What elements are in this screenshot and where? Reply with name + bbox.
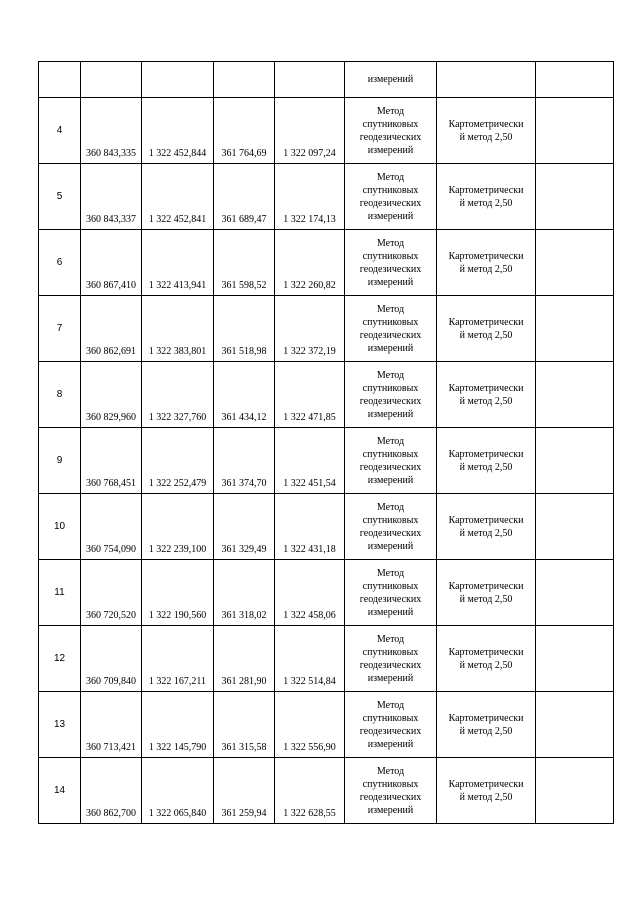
new-x-cell: 361 315,58 [214, 692, 275, 758]
new-y-cell: 1 322 471,85 [275, 362, 345, 428]
existing-x-cell: 360 713,421 [81, 692, 142, 758]
existing-y-cell: 1 322 452,841 [142, 164, 214, 230]
accuracy-cell [437, 362, 536, 428]
existing-y-cell: 1 322 145,790 [142, 692, 214, 758]
method-line: измерений [367, 540, 414, 552]
new-x-cell: 361 374,70 [214, 428, 275, 494]
note-cell [536, 164, 614, 230]
method-line: геодезических [359, 329, 422, 341]
method-line: геодезических [359, 725, 422, 737]
method-line: геодезических [359, 527, 422, 539]
method-line: Метод [376, 567, 405, 579]
accuracy-line: й метод 2,50 [459, 461, 513, 473]
accuracy-line: й метод 2,50 [459, 659, 513, 671]
accuracy-line: Картометрически [448, 514, 524, 526]
existing-x-cell: 360 754,090 [81, 494, 142, 560]
note-cell [536, 692, 614, 758]
table-row [39, 626, 614, 692]
method-cell [345, 296, 437, 362]
note-cell [536, 296, 614, 362]
accuracy-line: Картометрически [448, 646, 524, 658]
existing-x-cell: 360 709,840 [81, 626, 142, 692]
point-number-cell: 7 [39, 296, 81, 362]
method-line: измерений [367, 672, 414, 684]
point-number-cell: 9 [39, 428, 81, 494]
existing-y-cell: 1 322 383,801 [142, 296, 214, 362]
method-line: спутниковых [362, 382, 419, 394]
accuracy-line: й метод 2,50 [459, 131, 513, 143]
accuracy-line: Картометрически [448, 250, 524, 262]
point-number-cell: 6 [39, 230, 81, 296]
method-line: геодезических [359, 461, 422, 473]
accuracy-cell [437, 494, 536, 560]
accuracy-line: й метод 2,50 [459, 593, 513, 605]
method-line: Метод [376, 303, 405, 315]
method-line: Метод [376, 765, 405, 777]
existing-y-cell: 1 322 065,840 [142, 758, 214, 824]
method-line: геодезических [359, 131, 422, 143]
existing-x-cell: 360 862,700 [81, 758, 142, 824]
existing-y-cell: 1 322 327,760 [142, 362, 214, 428]
accuracy-line: й метод 2,50 [459, 725, 513, 737]
existing-y-cell: 1 322 239,100 [142, 494, 214, 560]
method-line: спутниковых [362, 514, 419, 526]
method-line: измерений [367, 408, 414, 420]
existing-y-cell: 1 322 252,479 [142, 428, 214, 494]
method-cell [345, 164, 437, 230]
method-cell [345, 692, 437, 758]
method-cell [345, 560, 437, 626]
table-row-continued [39, 62, 614, 98]
table-row [39, 560, 614, 626]
point-number-cell: 8 [39, 362, 81, 428]
method-line: геодезических [359, 791, 422, 803]
table-row [39, 758, 614, 824]
existing-y-cell: 1 322 190,560 [142, 560, 214, 626]
method-line: спутниковых [362, 448, 419, 460]
accuracy-cell [437, 560, 536, 626]
new-x-cell: 361 318,02 [214, 560, 275, 626]
existing-y-cell [142, 62, 214, 98]
existing-y-cell: 1 322 452,844 [142, 98, 214, 164]
method-line: геодезических [359, 197, 422, 209]
accuracy-line: Картометрически [448, 184, 524, 196]
method-line: измерений [367, 606, 414, 618]
accuracy-cell [437, 758, 536, 824]
method-cell [345, 98, 437, 164]
method-line: измерений [367, 804, 414, 816]
accuracy-line: й метод 2,50 [459, 329, 513, 341]
note-cell [536, 560, 614, 626]
method-line: измерений [367, 474, 414, 486]
accuracy-cell [437, 692, 536, 758]
method-line: измерений [367, 342, 414, 354]
method-cell [345, 494, 437, 560]
accuracy-line: й метод 2,50 [459, 263, 513, 275]
existing-y-cell: 1 322 167,211 [142, 626, 214, 692]
new-y-cell: 1 322 097,24 [275, 98, 345, 164]
existing-x-cell: 360 720,520 [81, 560, 142, 626]
new-y-cell: 1 322 458,06 [275, 560, 345, 626]
method-line: Метод [376, 501, 405, 513]
note-cell [536, 494, 614, 560]
new-y-cell: 1 322 556,90 [275, 692, 345, 758]
method-line: Метод [376, 237, 405, 249]
method-cell [345, 362, 437, 428]
method-line: Метод [376, 435, 405, 447]
new-y-cell [275, 62, 345, 98]
accuracy-line: Картометрически [448, 580, 524, 592]
table-body [39, 62, 614, 824]
point-number-cell: 14 [39, 758, 81, 824]
method-line: Метод [376, 699, 405, 711]
accuracy-line: й метод 2,50 [459, 791, 513, 803]
accuracy-cell [437, 62, 536, 98]
note-cell [536, 62, 614, 98]
existing-x-cell: 360 867,410 [81, 230, 142, 296]
existing-x-cell: 360 843,337 [81, 164, 142, 230]
new-x-cell: 361 518,98 [214, 296, 275, 362]
table-row [39, 296, 614, 362]
method-line: измерений [367, 144, 414, 156]
existing-x-cell [81, 62, 142, 98]
table-row [39, 692, 614, 758]
method-line: геодезических [359, 395, 422, 407]
method-line: спутниковых [362, 778, 419, 790]
method-line: Метод [376, 171, 405, 183]
note-cell [536, 362, 614, 428]
point-number-cell: 13 [39, 692, 81, 758]
new-x-cell [214, 62, 275, 98]
note-cell [536, 98, 614, 164]
table-row [39, 230, 614, 296]
method-line: геодезических [359, 659, 422, 671]
method-line: измерений [367, 738, 414, 750]
method-line: спутниковых [362, 580, 419, 592]
new-y-cell: 1 322 174,13 [275, 164, 345, 230]
point-number-cell: 11 [39, 560, 81, 626]
method-cell [345, 230, 437, 296]
new-x-cell: 361 764,69 [214, 98, 275, 164]
method-line: Метод [376, 633, 405, 645]
table-row [39, 428, 614, 494]
new-x-cell: 361 259,94 [214, 758, 275, 824]
method-cell [345, 626, 437, 692]
new-y-cell: 1 322 431,18 [275, 494, 345, 560]
accuracy-line: Картометрически [448, 712, 524, 724]
existing-x-cell: 360 768,451 [81, 428, 142, 494]
existing-y-cell: 1 322 413,941 [142, 230, 214, 296]
accuracy-line: Картометрически [448, 448, 524, 460]
method-cell: измерений [345, 62, 437, 98]
method-line: спутниковых [362, 712, 419, 724]
point-number-cell: 12 [39, 626, 81, 692]
new-y-cell: 1 322 514,84 [275, 626, 345, 692]
accuracy-line: Картометрически [448, 382, 524, 394]
table-row [39, 362, 614, 428]
accuracy-line: Картометрически [448, 118, 524, 130]
table-row [39, 164, 614, 230]
method-line: геодезических [359, 593, 422, 605]
new-y-cell: 1 322 260,82 [275, 230, 345, 296]
note-cell [536, 428, 614, 494]
method-line: Метод [376, 369, 405, 381]
accuracy-line: й метод 2,50 [459, 527, 513, 539]
accuracy-line: Картометрически [448, 778, 524, 790]
method-line: Метод [376, 105, 405, 117]
accuracy-cell [437, 164, 536, 230]
method-line: спутниковых [362, 316, 419, 328]
accuracy-cell [437, 98, 536, 164]
new-x-cell: 361 281,90 [214, 626, 275, 692]
accuracy-cell [437, 230, 536, 296]
method-line: измерений [367, 276, 414, 288]
point-number-cell: 10 [39, 494, 81, 560]
new-y-cell: 1 322 372,19 [275, 296, 345, 362]
method-cell [345, 428, 437, 494]
existing-x-cell: 360 862,691 [81, 296, 142, 362]
method-line: спутниковых [362, 646, 419, 658]
point-number-cell: 5 [39, 164, 81, 230]
table-row [39, 494, 614, 560]
method-line: геодезических [359, 263, 422, 275]
point-number-cell [39, 62, 81, 98]
new-x-cell: 361 329,49 [214, 494, 275, 560]
note-cell [536, 230, 614, 296]
coordinates-table [38, 61, 614, 824]
accuracy-cell [437, 296, 536, 362]
new-x-cell: 361 434,12 [214, 362, 275, 428]
note-cell [536, 626, 614, 692]
new-x-cell: 361 598,52 [214, 230, 275, 296]
accuracy-cell [437, 626, 536, 692]
point-number-cell: 4 [39, 98, 81, 164]
new-x-cell: 361 689,47 [214, 164, 275, 230]
new-y-cell: 1 322 451,54 [275, 428, 345, 494]
accuracy-line: й метод 2,50 [459, 395, 513, 407]
new-y-cell: 1 322 628,55 [275, 758, 345, 824]
existing-x-cell: 360 829,960 [81, 362, 142, 428]
method-line: спутниковых [362, 250, 419, 262]
note-cell [536, 758, 614, 824]
accuracy-line: Картометрически [448, 316, 524, 328]
method-cell [345, 758, 437, 824]
accuracy-line: й метод 2,50 [459, 197, 513, 209]
method-line: спутниковых [362, 118, 419, 130]
method-line: спутниковых [362, 184, 419, 196]
accuracy-cell [437, 428, 536, 494]
existing-x-cell: 360 843,335 [81, 98, 142, 164]
method-line: измерений [367, 210, 414, 222]
table-row [39, 98, 614, 164]
